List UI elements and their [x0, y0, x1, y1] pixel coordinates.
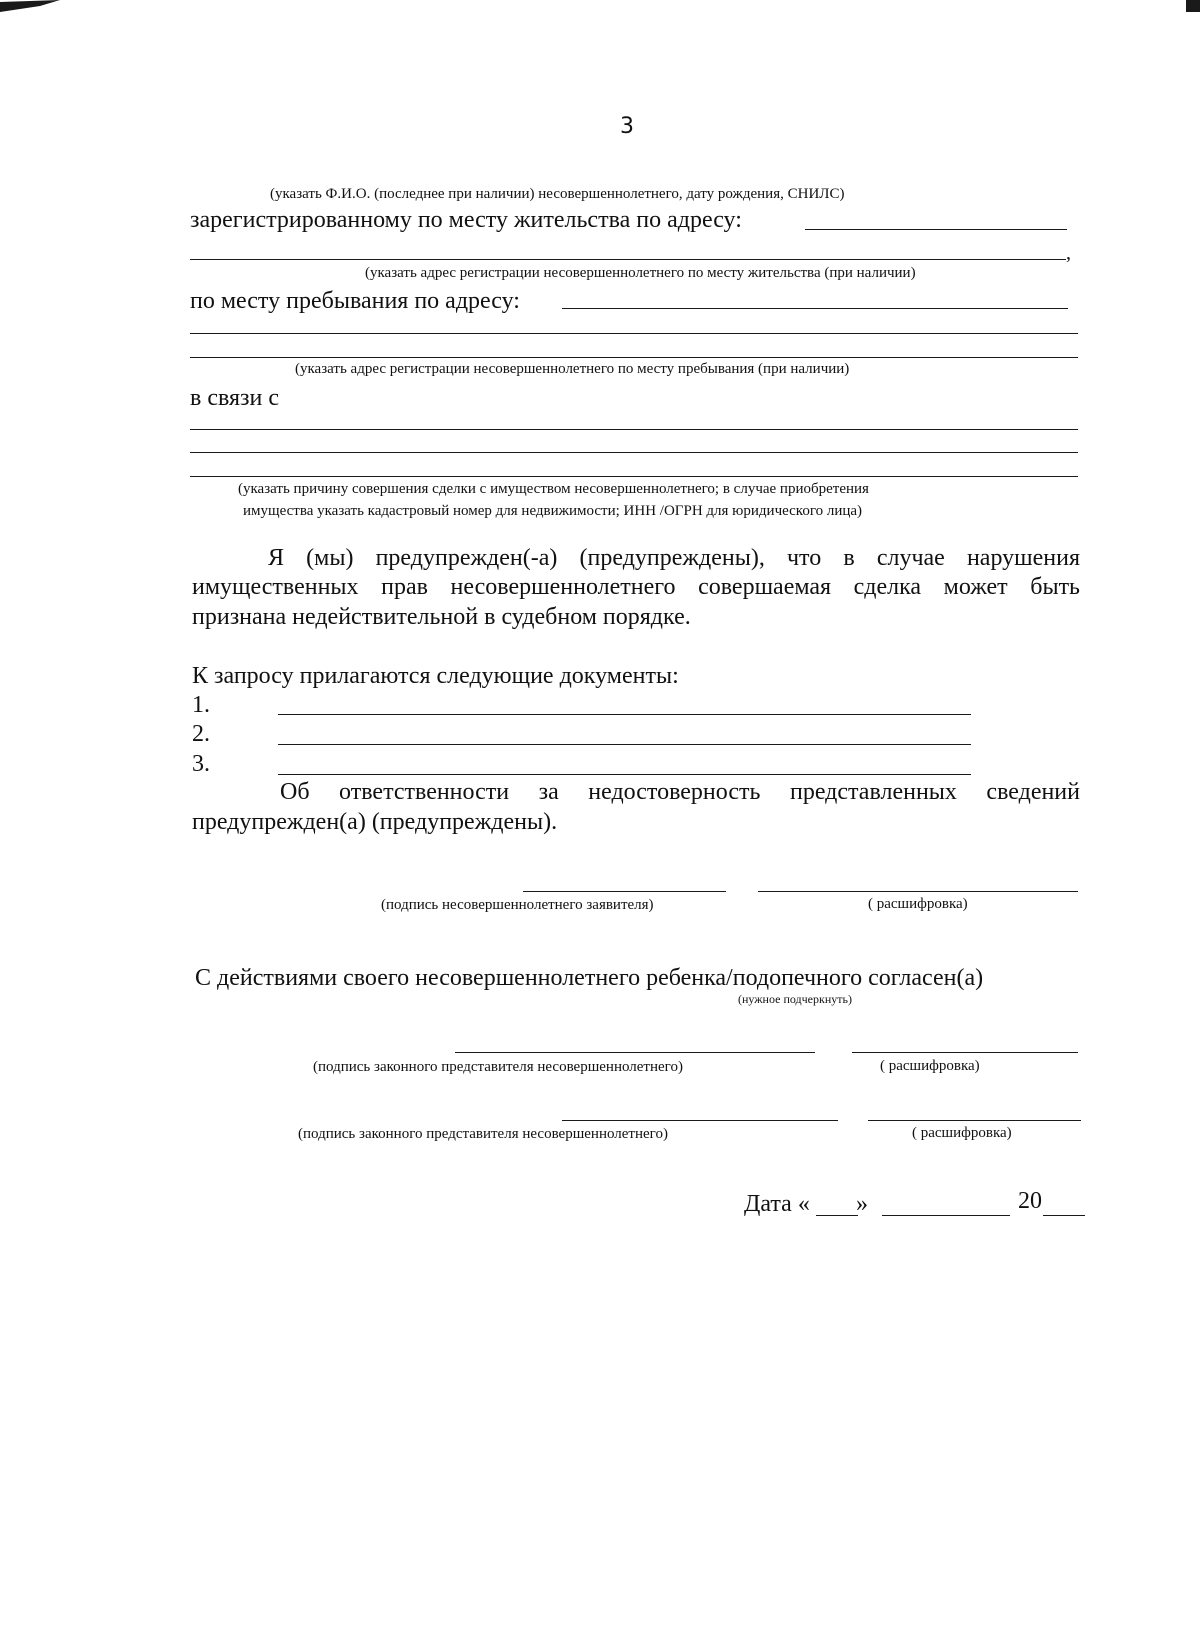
stay-address-field[interactable] — [562, 308, 1068, 309]
registered-address-field[interactable] — [805, 229, 1067, 230]
representative-2-label: (подпись законного представителя несовершеннолетнего) — [298, 1126, 668, 1142]
reason-field-3[interactable] — [190, 476, 1078, 477]
date-year-prefix: 20 — [1018, 1188, 1042, 1214]
date-month-field[interactable] — [882, 1215, 1010, 1216]
minor-signature-field[interactable] — [523, 891, 726, 892]
representative-2-decode-field[interactable] — [868, 1120, 1081, 1121]
comma: , — [1066, 242, 1071, 264]
hint-reason-line-1: (указать причину совершения сделки с имуществом несовершеннолетнего; в случае приобретения — [238, 481, 869, 497]
reason-field-2[interactable] — [190, 452, 1078, 453]
attachment-number-2: 2. — [192, 721, 210, 747]
attachment-field-1[interactable] — [278, 714, 971, 715]
attachment-field-3[interactable] — [278, 774, 971, 775]
minor-decode-field[interactable] — [758, 891, 1078, 892]
scan-mark-decoration — [0, 0, 62, 14]
date-year-field[interactable] — [1043, 1215, 1085, 1216]
reason-field-1[interactable] — [190, 429, 1078, 430]
date-day-field[interactable] — [816, 1215, 858, 1216]
representative-1-signature-field[interactable] — [455, 1052, 815, 1053]
reason-label: в связи с — [190, 385, 280, 411]
responsibility-line-2: предупрежден(а) (предупреждены). — [192, 809, 558, 835]
registered-address-field-2[interactable] — [190, 259, 1066, 260]
hint-stay-address: (указать адрес регистрации несовершеннолетнего по месту пребывания (при наличии) — [295, 361, 850, 377]
date-label: Дата « — [744, 1191, 810, 1217]
representative-1-decode-field[interactable] — [852, 1052, 1078, 1053]
representative-2-signature-field[interactable] — [562, 1120, 838, 1121]
stay-address-label: по месту пребывания по адресу: — [190, 288, 520, 314]
representative-2-decode-label: ( расшифровка) — [912, 1125, 1012, 1141]
warning-paragraph-line-1: Я (мы) предупрежден(-а) (предупреждены), что в случае нарушения — [268, 545, 1080, 571]
minor-signature-label: (подпись несовершеннолетнего заявителя) — [381, 897, 654, 913]
stay-address-field-3[interactable] — [190, 357, 1078, 358]
date-close-quote: » — [856, 1191, 868, 1217]
underline-note: (нужное подчеркнуть) — [738, 992, 852, 1006]
responsibility-line-1: Об ответственности за недостоверность представленных сведений — [280, 779, 1080, 805]
registered-address-label: зарегистрированному по месту жительства по адресу: — [190, 207, 742, 233]
scan-edge-decoration — [1186, 0, 1200, 12]
hint-fio: (указать Ф.И.О. (последнее при наличии) несовершеннолетнего, дату рождения, СНИЛС) — [270, 186, 845, 202]
attachments-heading: К запросу прилагаются следующие документы: — [192, 663, 679, 689]
consent-text: С действиями своего несовершеннолетнего ребенка/подопечного согласен(а) — [195, 965, 984, 991]
stay-address-field-2[interactable] — [190, 333, 1078, 334]
warning-paragraph-line-3: признана недействительной в судебном порядке. — [192, 604, 691, 630]
page-number: 3 — [620, 114, 634, 139]
attachment-field-2[interactable] — [278, 744, 971, 745]
attachment-number-1: 1. — [192, 692, 210, 718]
attachment-number-3: 3. — [192, 751, 210, 777]
representative-1-label: (подпись законного представителя несовершеннолетнего) — [313, 1059, 683, 1075]
hint-registration-address: (указать адрес регистрации несовершеннолетнего по месту жительства (при наличии) — [365, 265, 916, 281]
minor-decode-label: ( расшифровка) — [868, 896, 968, 912]
warning-paragraph-line-2: имущественных прав несовершеннолетнего совершаемая сделка может быть — [192, 574, 1080, 600]
hint-reason-line-2: имущества указать кадастровый номер для недвижимости; ИНН /ОГРН для юридического лица) — [243, 503, 863, 519]
representative-1-decode-label: ( расшифровка) — [880, 1058, 980, 1074]
